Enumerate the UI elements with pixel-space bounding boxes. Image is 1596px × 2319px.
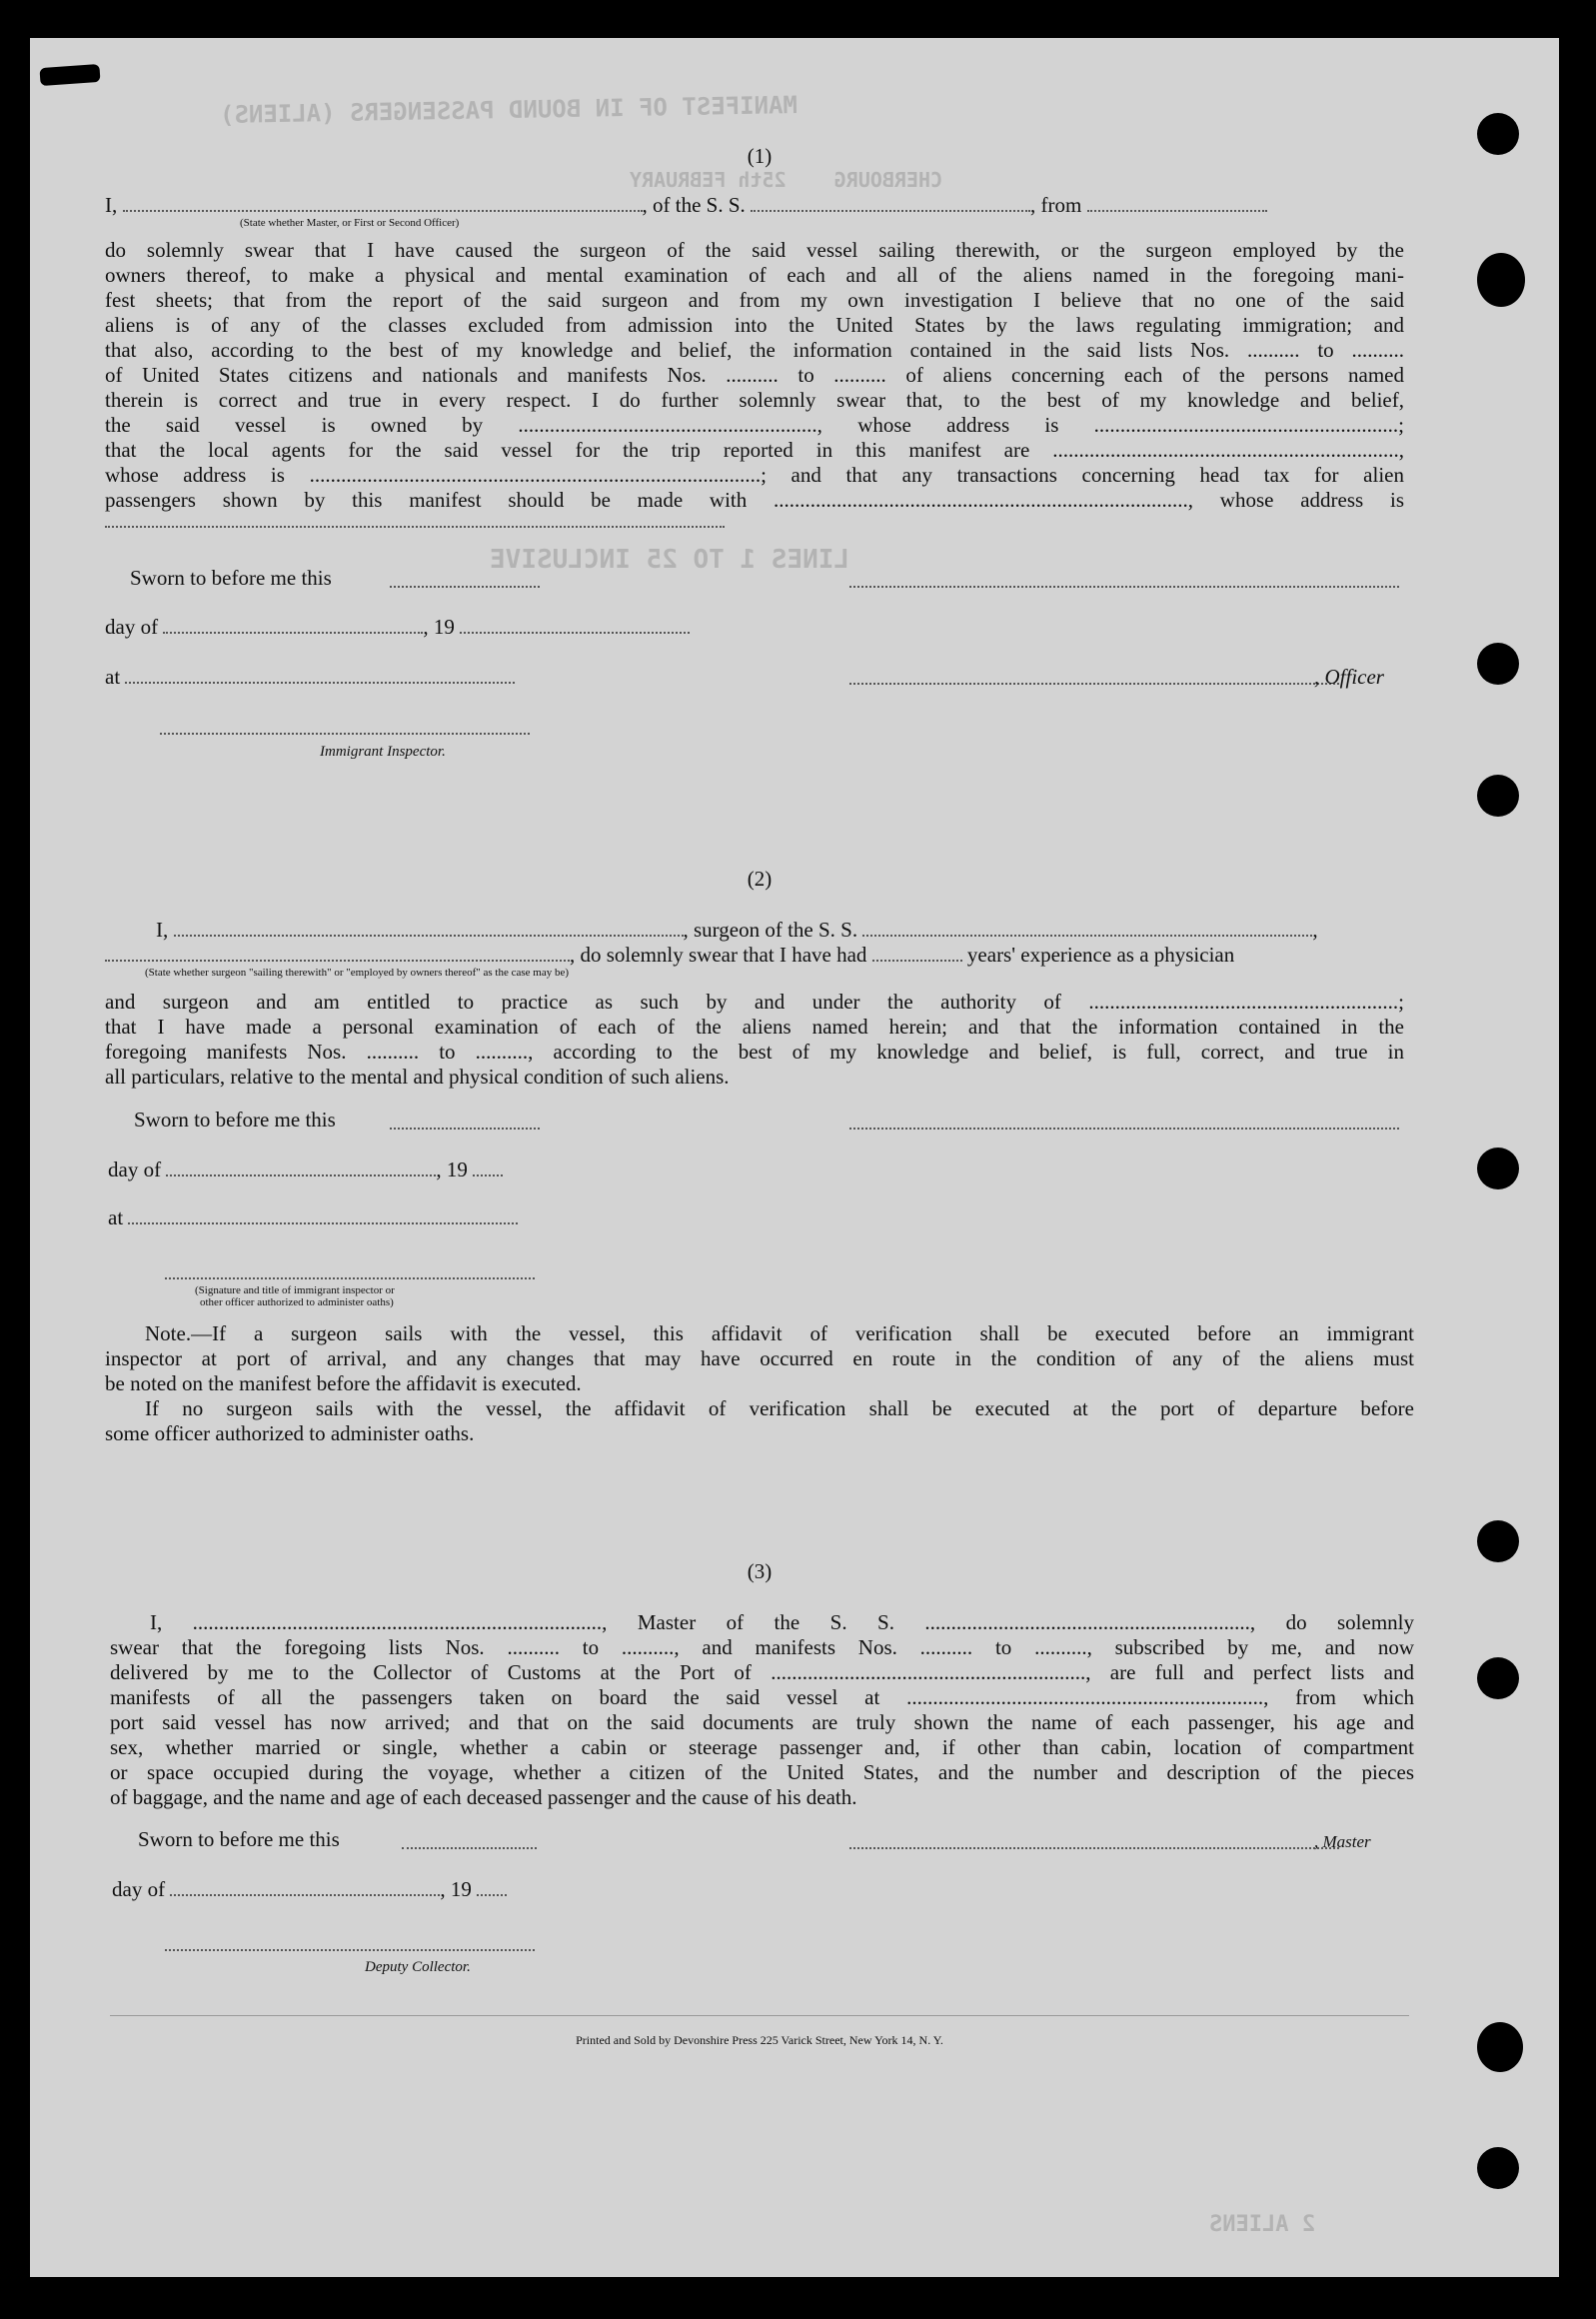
label-year-19: , 19	[440, 1877, 472, 1901]
punch-hole	[1477, 2022, 1523, 2072]
master-name-blank	[123, 194, 643, 212]
section-3-body-line: sex, whether married or single, whether a cabin or steerage passenger and, if other than cabin, location of compartment	[110, 1735, 1414, 1759]
year-blank	[477, 1878, 507, 1896]
label-year-19: , 19	[436, 1158, 468, 1181]
officer-signature-blank	[849, 683, 1339, 685]
torn-corner-mark	[39, 64, 100, 86]
master-signature-blank	[849, 1847, 1339, 1849]
surgeon-capacity-blank	[105, 944, 570, 962]
at-blank	[128, 1206, 518, 1224]
section-1-sworn-label: Sworn to before me this	[130, 566, 332, 590]
label-at: at	[108, 1205, 124, 1229]
ship-name-blank	[751, 194, 1030, 212]
section-3-day-of	[112, 1877, 507, 1902]
bleed-through-mark: 2 ALIENS	[1209, 2212, 1315, 2237]
section-2-body-line: all particulars, relative to the mental and physical condition of such aliens.	[105, 1065, 730, 1089]
section-1-body-line: fest sheets; that from the report of the said surgeon and from my own investigation I believe that no one of the said	[105, 288, 1404, 312]
printer-credit: Printed and Sold by Devonshire Press 225 Varick Street, New York 14, N. Y.	[576, 2033, 943, 2047]
punch-hole	[1477, 2147, 1519, 2189]
note-line: inspector at port of arrival, and any changes that may have occurred en route in the condition of any of the aliens must	[105, 1346, 1414, 1370]
section-1-body-line: of United States citizens and nationals and manifests Nos. .......... to .......... of aliens concerning each of the persons named	[105, 363, 1404, 387]
note-line: If no surgeon sails with the vessel, the affidavit of verification shall be executed at the port of departure before	[145, 1396, 1414, 1420]
officer-label: , Officer	[1314, 665, 1384, 689]
section-2-body-line: foregoing manifests Nos. .......... to .........., according to the best of my knowledge and belief, is full, correct, and true in	[105, 1040, 1404, 1064]
section-3-body-line: delivered by me to the Collector of Customs at the Port of ............................................................, are full and perfect lists and	[110, 1660, 1414, 1684]
label-years-experience: years' experience as a physician	[966, 943, 1235, 967]
section-1-body-line: the said vessel is owned by ........................................................., whose address is ..........................................................;	[105, 413, 1404, 437]
section-1-master-line	[105, 193, 1267, 218]
footer-rule	[110, 2015, 1409, 2016]
inspector-signature-blank	[160, 733, 530, 735]
comma: ,	[1312, 918, 1318, 942]
collector-signature-blank	[165, 1949, 535, 1951]
label-do-solemnly-swear: , do solemnly swear that I have had	[570, 943, 867, 967]
section-2-caption: (State whether surgeon "sailing therewith" or "employed by owners thereof" as the case may be)	[145, 967, 570, 979]
section-3-number: (3)	[747, 1559, 773, 1583]
years-blank	[872, 944, 962, 962]
section-1-sworn-date-blank	[390, 586, 540, 588]
section-1-body-line: do solemnly swear that I have caused the surgeon of the said vessel sailing therewith, or the surgeon employed by the	[105, 238, 1404, 262]
section-2-number: (2)	[747, 867, 773, 891]
surgeon-name-blank	[174, 919, 684, 937]
signature-caption-1: (Signature and title of immigrant inspector or	[195, 1284, 395, 1296]
section-2-body-line: and surgeon and am entitled to practice as such by and under the authority of ...........................................................;	[105, 990, 1404, 1014]
immigrant-inspector-label: Immigrant Inspector.	[320, 744, 446, 760]
day-of-blank	[170, 1878, 440, 1896]
section-1-body-line: passengers shown by this manifest should be made with ..............................................................................., whose address is	[105, 488, 1404, 512]
punch-hole	[1477, 1657, 1519, 1699]
punch-hole	[1477, 1148, 1519, 1189]
section-2-surgeon-line	[156, 918, 1318, 943]
punch-hole	[1477, 1520, 1519, 1562]
manifest-affidavit-page	[30, 38, 1559, 2277]
label-i: I,	[156, 918, 169, 942]
label-at: at	[105, 665, 121, 689]
section-2-body-line: that I have made a personal examination of each of the aliens named herein; and that the information contained in the	[105, 1015, 1404, 1039]
at-blank	[125, 666, 515, 684]
section-2-years-line	[105, 943, 1234, 968]
section-3-body-line: or space occupied during the voyage, whether a citizen of the United States, and the number and description of the pieces	[110, 1760, 1414, 1784]
section-3-sworn-date-blank	[402, 1847, 537, 1849]
punch-hole	[1477, 775, 1519, 817]
year-blank	[473, 1159, 503, 1176]
day-of-blank	[163, 616, 423, 634]
day-of-blank	[166, 1159, 436, 1176]
section-1-at	[105, 665, 515, 690]
section-2-at	[108, 1205, 518, 1230]
section-1-body-line: that the local agents for the said vessel for the trip reported in this manifest are ..................................................................,	[105, 438, 1404, 462]
surgeon-signature-blank	[849, 1128, 1399, 1130]
label-day-of: day of	[112, 1877, 166, 1901]
section-3-sworn-label: Sworn to before me this	[138, 1827, 340, 1851]
section-3-body-line: manifests of all the passengers taken on board the said vessel at ...................................................................., from which	[110, 1685, 1414, 1709]
note-line: some officer authorized to administer oaths.	[105, 1421, 475, 1445]
label-of-the-ss: , of the S. S.	[642, 193, 746, 217]
section-1-body-line: therein is correct and true in every respect. I do further solemnly swear that, to the best of my knowledge and belief,	[105, 388, 1404, 412]
section-1-body-line: owners thereof, to make a physical and mental examination of each and all of the aliens named in the foregoing mani-	[105, 263, 1404, 287]
label-day-of: day of	[105, 615, 159, 639]
section-3-body-line: swear that the foregoing lists Nos. .......... to .........., and manifests Nos. .......... to .........., subscribed by me, and now	[110, 1635, 1414, 1659]
deputy-collector-label: Deputy Collector.	[365, 1959, 471, 1975]
section-1-body-line: whose address is ......................................................................................; and that any transactions concerning head tax for alien	[105, 463, 1404, 487]
section-2-day-of	[108, 1158, 503, 1182]
section-2-sworn-date-blank	[390, 1128, 540, 1130]
label-from: , from	[1030, 193, 1082, 217]
signature-caption-2: other officer authorized to administer oaths)	[200, 1296, 394, 1308]
label-surgeon-of-the-ss: , surgeon of the S. S.	[683, 918, 858, 942]
punch-hole	[1477, 253, 1525, 307]
section-1-body-line: aliens is of any of the classes excluded from admission into the United States by the laws regulating immigration; and	[105, 313, 1404, 337]
punch-hole	[1477, 643, 1519, 685]
origin-port-blank	[1087, 194, 1267, 212]
note-line: Note.—If a surgeon sails with the vessel, this affidavit of verification shall be executed before an immigrant	[145, 1321, 1414, 1345]
section-3-body-line: port said vessel has now arrived; and that on the said documents are truly shown the name of each passenger, his age and	[110, 1710, 1414, 1734]
label-year-19: , 19	[423, 615, 455, 639]
label-i: I,	[105, 193, 118, 217]
bleed-through-mark: LINES 1 TO 25 INCLUSIVE	[490, 545, 850, 575]
section-3-body-line: I, .............................................................................., Master of the S. S. .............................................................., do solemnly	[150, 1610, 1414, 1634]
section-1-day-of	[105, 615, 690, 640]
note-line: be noted on the manifest before the affidavit is executed.	[105, 1371, 582, 1395]
section-3-body-line: of baggage, and the name and age of each deceased passenger and the cause of his death.	[110, 1785, 857, 1809]
label-day-of: day of	[108, 1158, 162, 1181]
master-label: , Master	[1314, 1832, 1371, 1851]
year-blank	[460, 616, 690, 634]
section-2-sworn-label: Sworn to before me this	[134, 1108, 336, 1132]
bleed-through-mark: MANIFEST OF IN BOUND PASSENGERS (ALIENS)	[219, 90, 798, 130]
section-1-body-line: that also, according to the best of my knowledge and belief, the information contained in the said lists Nos. .......... to ..........	[105, 338, 1404, 362]
section-1-number: (1)	[747, 144, 773, 168]
surgeon-ship-blank	[862, 919, 1312, 937]
section-1-signature-blank	[849, 586, 1399, 588]
authorized-officer-signature-blank	[165, 1277, 535, 1279]
bleed-through-mark: CHERBOURG 25th FEBRUARY	[630, 168, 943, 192]
address-continuation-blank	[105, 526, 725, 528]
section-1-caption: (State whether Master, or First or Second Officer)	[240, 217, 460, 229]
